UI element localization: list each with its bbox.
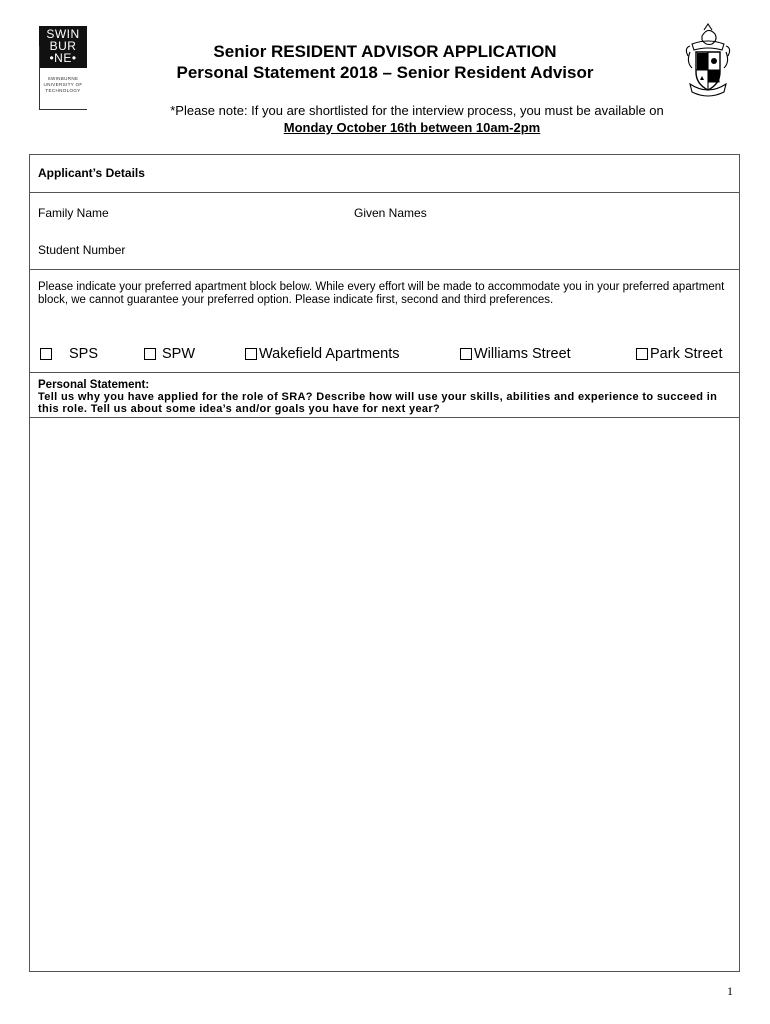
option-park-street-label: Park Street [650,346,723,362]
option-sps-label: SPS [69,346,99,362]
option-williams-street[interactable] [460,346,571,362]
divider-personal-statement [29,372,740,373]
personal-statement-prompt: Tell us why you have applied for the role of SRA? Describe how will use your skills, abilities and experience to succeed in this role. Tell us about some idea’s and/or goals you have for next year? [38,391,718,415]
logo-line-1: SWIN [46,27,80,41]
form-subtitle: Personal Statement 2018 – Senior Resident Advisor [176,63,594,82]
applicant-details-heading: Applicant’s Details [38,166,145,180]
logo-sub-1: SWINBURNE [47,76,79,81]
page-number: 1 [727,984,733,998]
checkbox-wakefield[interactable] [245,348,257,360]
option-wakefield-label: Wakefield Apartments [259,346,400,362]
logo-line-2: BUR [49,39,77,53]
given-names-label: Given Names [354,206,427,220]
logo-sub-3: TECHNOLOGY [45,88,81,93]
checkbox-sps[interactable] [40,348,52,360]
logo-line-3: •NE• [49,51,77,65]
interview-note: *Please note: If you are shortlisted for the interview process, you must be available on [170,103,664,118]
family-name-label: Family Name [38,206,109,220]
personal-statement-field[interactable] [30,418,739,971]
option-park-street[interactable] [636,346,723,362]
option-wakefield[interactable] [245,346,400,362]
personal-statement-heading: Personal Statement: [38,379,150,391]
option-spw-label: SPW [162,346,196,362]
preference-instructions: Please indicate your preferred apartment block below. While every effort will be made to accommodate you in your preferred apartment block, we cannot guarantee your preferred option. Please indicate first, second and third preferences. [38,281,725,306]
logo-sub-2: UNIVERSITY OF [43,82,83,87]
interview-date: Monday October 16th between 10am-2pm [283,120,541,135]
checkbox-spw[interactable] [144,348,156,360]
option-spw[interactable] [144,346,195,362]
form-title: Senior RESIDENT ADVISOR APPLICATION [213,42,557,61]
checkbox-williams-street[interactable] [460,348,472,360]
divider-applicant-header [29,192,740,193]
option-sps[interactable] [40,346,98,362]
option-williams-street-label: Williams Street [474,346,571,362]
divider-preferences [29,269,740,270]
checkbox-park-street[interactable] [636,348,648,360]
student-number-label: Student Number [38,243,126,257]
